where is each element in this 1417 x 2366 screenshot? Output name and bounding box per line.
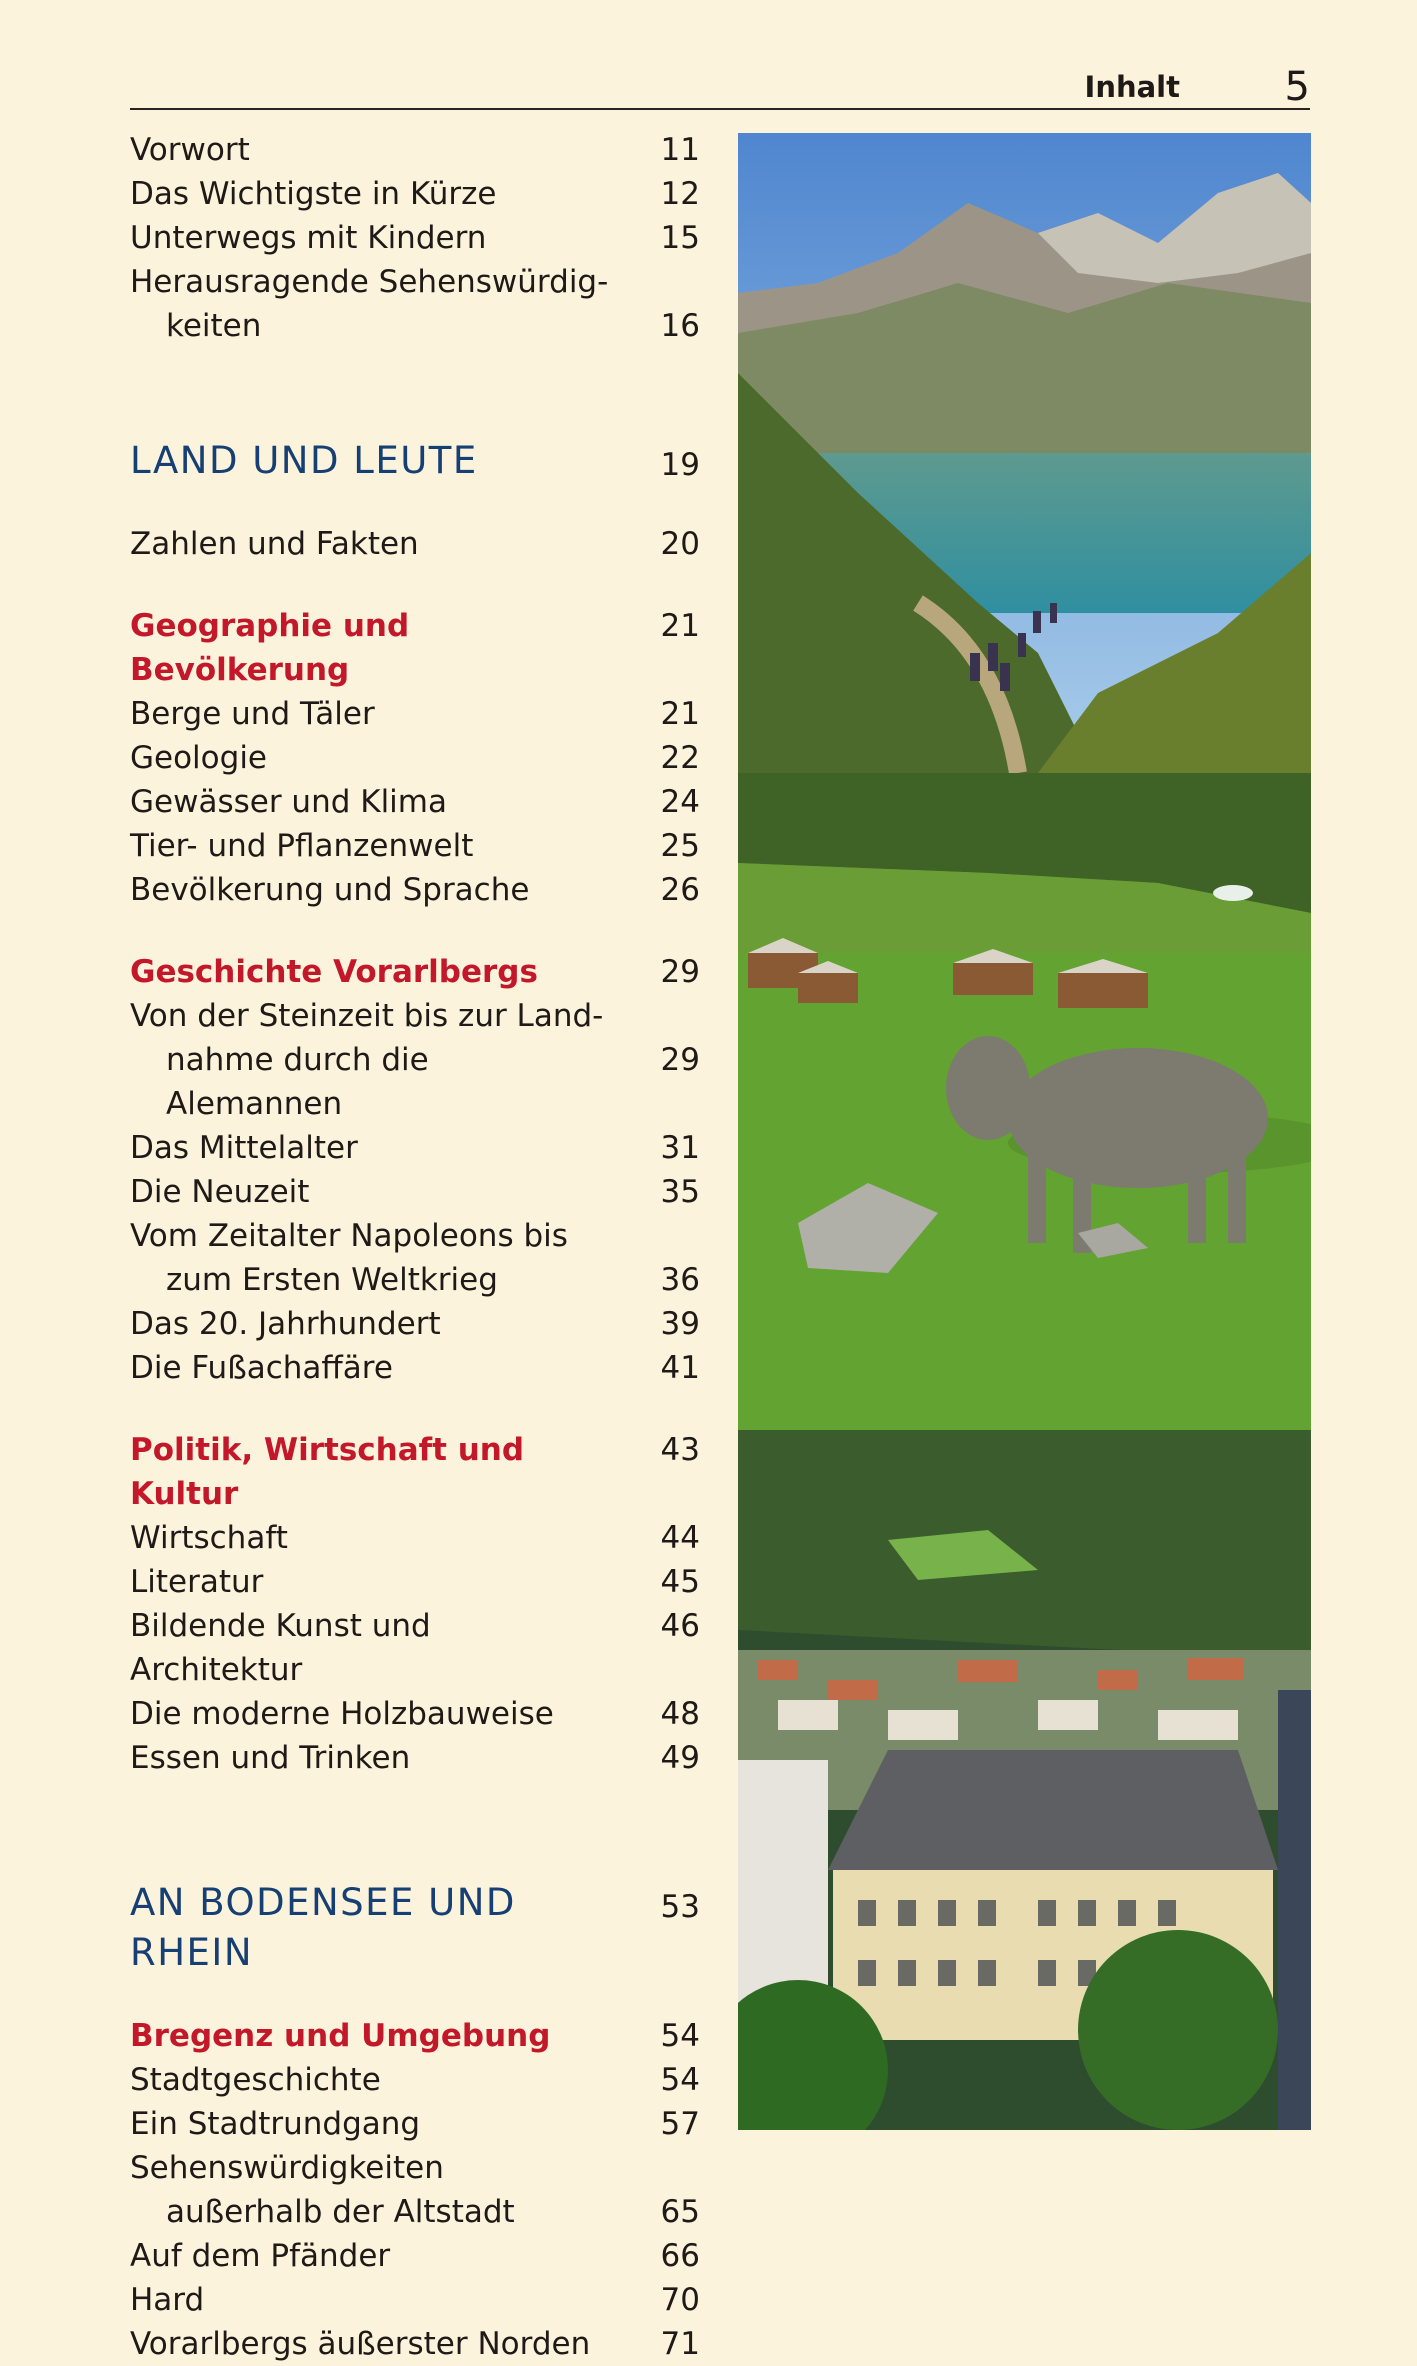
toc-entry-title: Geographie und Bevölkerung bbox=[130, 608, 410, 688]
toc-entry-title: Berge und Täler bbox=[130, 696, 375, 732]
toc-entry-title: Unterwegs mit Kindern bbox=[130, 220, 487, 256]
toc-entry[interactable] bbox=[130, 692, 700, 736]
toc-entry[interactable] bbox=[130, 1560, 700, 1604]
toc-entry-title: Ein Stadtrundgang bbox=[130, 2106, 421, 2142]
table-of-contents bbox=[130, 128, 700, 2366]
toc-entry-continuation[interactable] bbox=[130, 1038, 700, 1126]
toc-entry-title: Sehenswürdigkeiten bbox=[130, 2150, 444, 2186]
toc-entry-page: 45 bbox=[660, 1564, 700, 1600]
toc-entry-title: Auf dem Pfänder bbox=[130, 2238, 391, 2274]
toc-chapter-heading[interactable] bbox=[130, 436, 700, 486]
bregenz-town-photo bbox=[738, 1430, 1311, 2130]
toc-entry-title: Tier- und Pflanzenwelt bbox=[130, 828, 474, 864]
toc-entry[interactable] bbox=[130, 824, 700, 868]
toc-entry-page: 70 bbox=[660, 2282, 700, 2318]
toc-entry-page: 29 bbox=[660, 954, 700, 990]
toc-entry[interactable] bbox=[130, 1736, 700, 1780]
toc-entry-title: zum Ersten Weltkrieg bbox=[166, 1262, 498, 1298]
toc-entry-title: Das Wichtigste in Kürze bbox=[130, 176, 497, 212]
toc-entry-page: 16 bbox=[660, 308, 700, 344]
toc-entry[interactable] bbox=[130, 2058, 700, 2102]
photo-column bbox=[738, 133, 1311, 2130]
toc-entry-page: 19 bbox=[660, 447, 700, 483]
toc-entry-continuation[interactable] bbox=[130, 2190, 700, 2234]
toc-entry[interactable] bbox=[130, 1692, 700, 1736]
toc-entry-title: AN BODENSEE UND RHEIN bbox=[130, 1881, 516, 1974]
toc-entry-page: 57 bbox=[660, 2106, 700, 2142]
toc-entry-title: Wirtschaft bbox=[130, 1520, 288, 1556]
toc-spacer bbox=[130, 348, 700, 436]
toc-entry-title: Zahlen und Fakten bbox=[130, 526, 419, 562]
toc-entry-page: 36 bbox=[660, 1262, 700, 1298]
toc-entry[interactable] bbox=[130, 1604, 700, 1692]
toc-entry-page: 29 bbox=[660, 1042, 700, 1078]
toc-subsection-heading[interactable] bbox=[130, 950, 700, 994]
toc-entry-title: nahme durch die Alemannen bbox=[166, 1042, 429, 1122]
toc-entry-page: 21 bbox=[660, 696, 700, 732]
toc-entry-title: Von der Steinzeit bis zur Land- bbox=[130, 998, 604, 1034]
toc-entry-page: 25 bbox=[660, 828, 700, 864]
toc-spacer bbox=[130, 1780, 700, 1878]
toc-entry[interactable] bbox=[130, 260, 700, 304]
toc-entry-page: 15 bbox=[660, 220, 700, 256]
toc-entry-title: Bevölkerung und Sprache bbox=[130, 872, 530, 908]
toc-entry[interactable] bbox=[130, 216, 700, 260]
toc-entry-title: LAND UND LEUTE bbox=[130, 439, 478, 482]
toc-spacer bbox=[130, 912, 700, 950]
toc-entry[interactable] bbox=[130, 1214, 700, 1258]
toc-entry-page: 54 bbox=[660, 2018, 700, 2054]
toc-entry[interactable] bbox=[130, 1170, 700, 1214]
toc-entry[interactable] bbox=[130, 2102, 700, 2146]
page-header bbox=[130, 60, 1310, 110]
toc-entry[interactable] bbox=[130, 736, 700, 780]
toc-entry-title: Das 20. Jahrhundert bbox=[130, 1306, 441, 1342]
toc-entry[interactable] bbox=[130, 1126, 700, 1170]
toc-entry-title: Das Mittelalter bbox=[130, 1130, 358, 1166]
toc-entry-title: Die moderne Holzbauweise bbox=[130, 1696, 554, 1732]
toc-entry-title: Essen und Trinken bbox=[130, 1740, 411, 1776]
toc-entry-page: 11 bbox=[660, 132, 700, 168]
toc-entry[interactable] bbox=[130, 172, 700, 216]
toc-entry[interactable] bbox=[130, 994, 700, 1038]
toc-entry-page: 44 bbox=[660, 1520, 700, 1556]
toc-entry-title: Die Neuzeit bbox=[130, 1174, 310, 1210]
toc-entry[interactable] bbox=[130, 128, 700, 172]
toc-entry-page: 21 bbox=[660, 608, 700, 644]
toc-entry-page: 66 bbox=[660, 2238, 700, 2274]
toc-entry-title: Vorwort bbox=[130, 132, 250, 168]
toc-entry-title: Die Fußachaffäre bbox=[130, 1350, 393, 1386]
toc-entry-page: 41 bbox=[660, 1350, 700, 1386]
toc-entry-page: 65 bbox=[660, 2194, 700, 2230]
toc-entry-title: Literatur bbox=[130, 1564, 264, 1600]
toc-entry-page: 54 bbox=[660, 2062, 700, 2098]
toc-entry-page: 71 bbox=[660, 2326, 700, 2362]
toc-subsection-heading[interactable] bbox=[130, 1428, 700, 1516]
toc-subsection-heading[interactable] bbox=[130, 604, 700, 692]
toc-entry-title: Gewässer und Klima bbox=[130, 784, 447, 820]
toc-spacer bbox=[130, 1978, 700, 2014]
toc-entry[interactable] bbox=[130, 1346, 700, 1390]
toc-entry-title: Vom Zeitalter Napoleons bis bbox=[130, 1218, 568, 1254]
toc-entry[interactable] bbox=[130, 2322, 700, 2366]
toc-entry-title: keiten bbox=[166, 308, 262, 344]
toc-entry-title: Vorarlbergs äußerster Norden bbox=[130, 2326, 591, 2362]
toc-entry-page: 12 bbox=[660, 176, 700, 212]
toc-entry-title: Geschichte Vorarlbergs bbox=[130, 954, 538, 990]
toc-chapter-heading[interactable] bbox=[130, 1878, 700, 1978]
toc-entry-page: 53 bbox=[660, 1889, 700, 1925]
toc-spacer bbox=[130, 486, 700, 522]
toc-entry-page: 20 bbox=[660, 526, 700, 562]
toc-entry-page: 22 bbox=[660, 740, 700, 776]
toc-entry[interactable] bbox=[130, 780, 700, 824]
alpine-meadow-cow-photo bbox=[738, 773, 1311, 1430]
toc-entry-page: 43 bbox=[660, 1432, 700, 1468]
toc-spacer bbox=[130, 1390, 700, 1428]
toc-entry-page: 31 bbox=[660, 1130, 700, 1166]
toc-entry[interactable] bbox=[130, 2234, 700, 2278]
toc-entry-title: Stadtgeschichte bbox=[130, 2062, 381, 2098]
toc-entry[interactable] bbox=[130, 2278, 700, 2322]
toc-entry-page: 48 bbox=[660, 1696, 700, 1732]
toc-entry[interactable] bbox=[130, 1302, 700, 1346]
toc-subsection-heading[interactable] bbox=[130, 2014, 700, 2058]
toc-entry-title: Herausragende Sehenswürdig- bbox=[130, 264, 609, 300]
toc-entry-continuation[interactable] bbox=[130, 1258, 700, 1302]
toc-entry-title: Bildende Kunst und Architektur bbox=[130, 1608, 431, 1688]
toc-entry-continuation[interactable] bbox=[130, 304, 700, 348]
toc-entry[interactable] bbox=[130, 2146, 700, 2190]
toc-entry-page: 39 bbox=[660, 1306, 700, 1342]
toc-entry-page: 46 bbox=[660, 1608, 700, 1644]
alpine-lake-hikers-photo bbox=[738, 133, 1311, 773]
toc-entry-page: 26 bbox=[660, 872, 700, 908]
toc-spacer bbox=[130, 566, 700, 604]
toc-entry-title: Geologie bbox=[130, 740, 268, 776]
toc-entry[interactable] bbox=[130, 522, 700, 566]
toc-entry[interactable] bbox=[130, 868, 700, 912]
toc-entry-title: Bregenz und Umgebung bbox=[130, 2018, 551, 2054]
toc-entry-title: Hard bbox=[130, 2282, 205, 2318]
toc-entry-page: 49 bbox=[660, 1740, 700, 1776]
toc-entry[interactable] bbox=[130, 1516, 700, 1560]
toc-entry-title: außerhalb der Altstadt bbox=[166, 2194, 515, 2230]
toc-entry-page: 35 bbox=[660, 1174, 700, 1210]
section-title: Inhalt bbox=[1084, 70, 1180, 104]
page-number: 5 bbox=[1284, 64, 1310, 110]
toc-entry-title: Politik, Wirtschaft und Kultur bbox=[130, 1432, 525, 1512]
toc-entry-page: 24 bbox=[660, 784, 700, 820]
